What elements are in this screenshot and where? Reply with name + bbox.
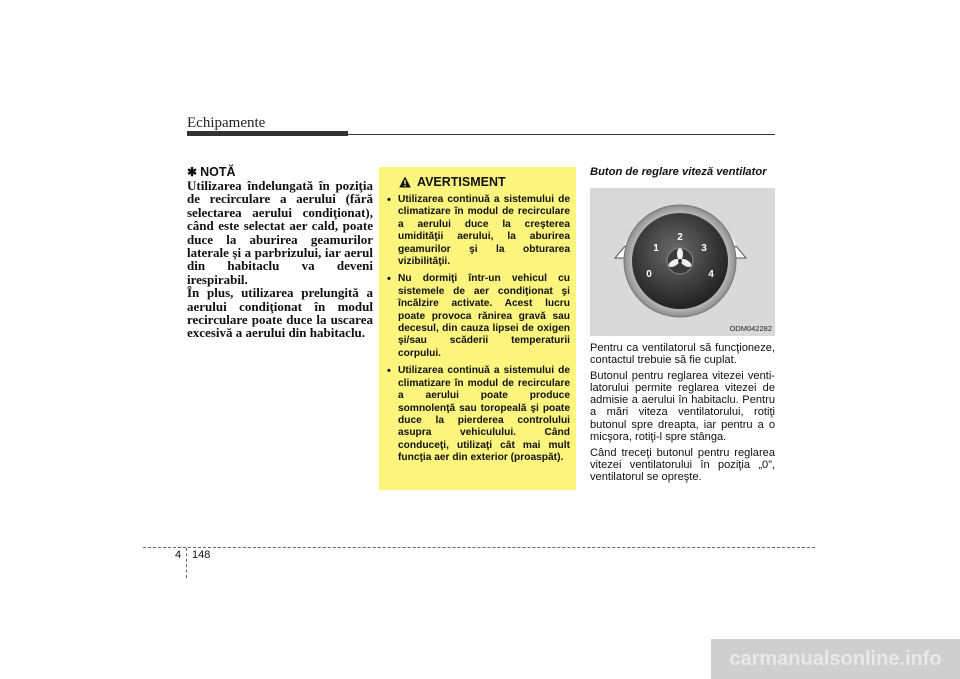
page-number: 148 (192, 549, 211, 561)
footer-divider (186, 548, 187, 578)
asterisk-icon: ✱ (187, 165, 198, 179)
header-rule-thick (187, 131, 348, 136)
figure-code: ODM042282 (729, 324, 772, 333)
fan-knob-illustration (590, 188, 775, 336)
paragraph: Când treceţi butonul pentru reglarea vitezei ventilatorului în poziţia „0”, ventilatorul se opreşte. (590, 446, 775, 483)
chapter-number: 4 (175, 549, 182, 561)
fan-speed-section (590, 165, 775, 487)
knob-label-0: 0 (646, 269, 652, 280)
warning-list (387, 194, 570, 465)
knob-label-1: 1 (653, 243, 659, 254)
paragraph: Pentru ca ventilatorul să funcţioneze, contactul trebuie să fie cuplat. (590, 342, 775, 367)
footer-rule (143, 547, 815, 548)
watermark: carmanualsonline.info (711, 639, 960, 679)
knob-label-3: 3 (701, 243, 707, 254)
knob-label-2: 2 (677, 232, 683, 243)
note-block (187, 166, 373, 340)
knob-label-4: 4 (708, 269, 714, 280)
note-body: Utilizarea îndelungată în poziţia de recirculare a aerului (fără selectarea aerului condiţionat), când este selectat aer cald, poate duce la aburirea geamurilor laterale şi a parbrizului, iar aerul din habitaclu va deveni irespirabil. (187, 178, 373, 287)
warning-heading (399, 174, 570, 190)
warning-item: • Utilizarea continuă a sistemului de climatizare în modul de recirculare a aerului poate produce somnolenţă sau toropeală şi poate duce la pierderea controlului asupra vehiculului. Când conduceţi, utilizaţi cât mai mult funcţia aer din exterior (proaspăt). (387, 365, 570, 464)
warning-box (379, 167, 576, 490)
warning-heading-text: AVERTISMENT (417, 175, 506, 189)
header-title: Echipamente (187, 115, 266, 131)
fan-knob-figure (590, 188, 775, 336)
warning-item: • Nu dormiţi într-un vehicul cu sistemele de aer condiţionat şi încălzire activate. Acest lucru poate provoca rănirea gravă sau decesul, din cauza lipsei de oxigen şi/sau scăderii temperaturii corpului. (387, 273, 570, 360)
paragraph: Butonul pentru reglarea vitezei ventilatorului permite reglarea vitezei de admisie a aerului în habitaclu. Pentru a mări viteza ventilatorului, rotiţi butonul spre dreapta, iar pentru a o micşora, rotiţi-l spre stânga. (590, 370, 775, 443)
section-title: Buton de reglare viteză ventilator (590, 166, 767, 178)
note-body-2: În plus, utilizarea prelungită a aerului condiţionat în modul recirculare poate duce la uscarea excesivă a aerului din habitaclu. (187, 285, 373, 341)
warning-triangle-icon (399, 176, 411, 188)
warning-item: • Utilizarea continuă a sistemului de climatizare în modul de recirculare a aerului duce la creşterea umidităţii aerului, la aburirea geamurilor şi la obturarea vizibilităţii. (387, 194, 570, 268)
note-heading-text: NOTĂ (200, 165, 236, 179)
